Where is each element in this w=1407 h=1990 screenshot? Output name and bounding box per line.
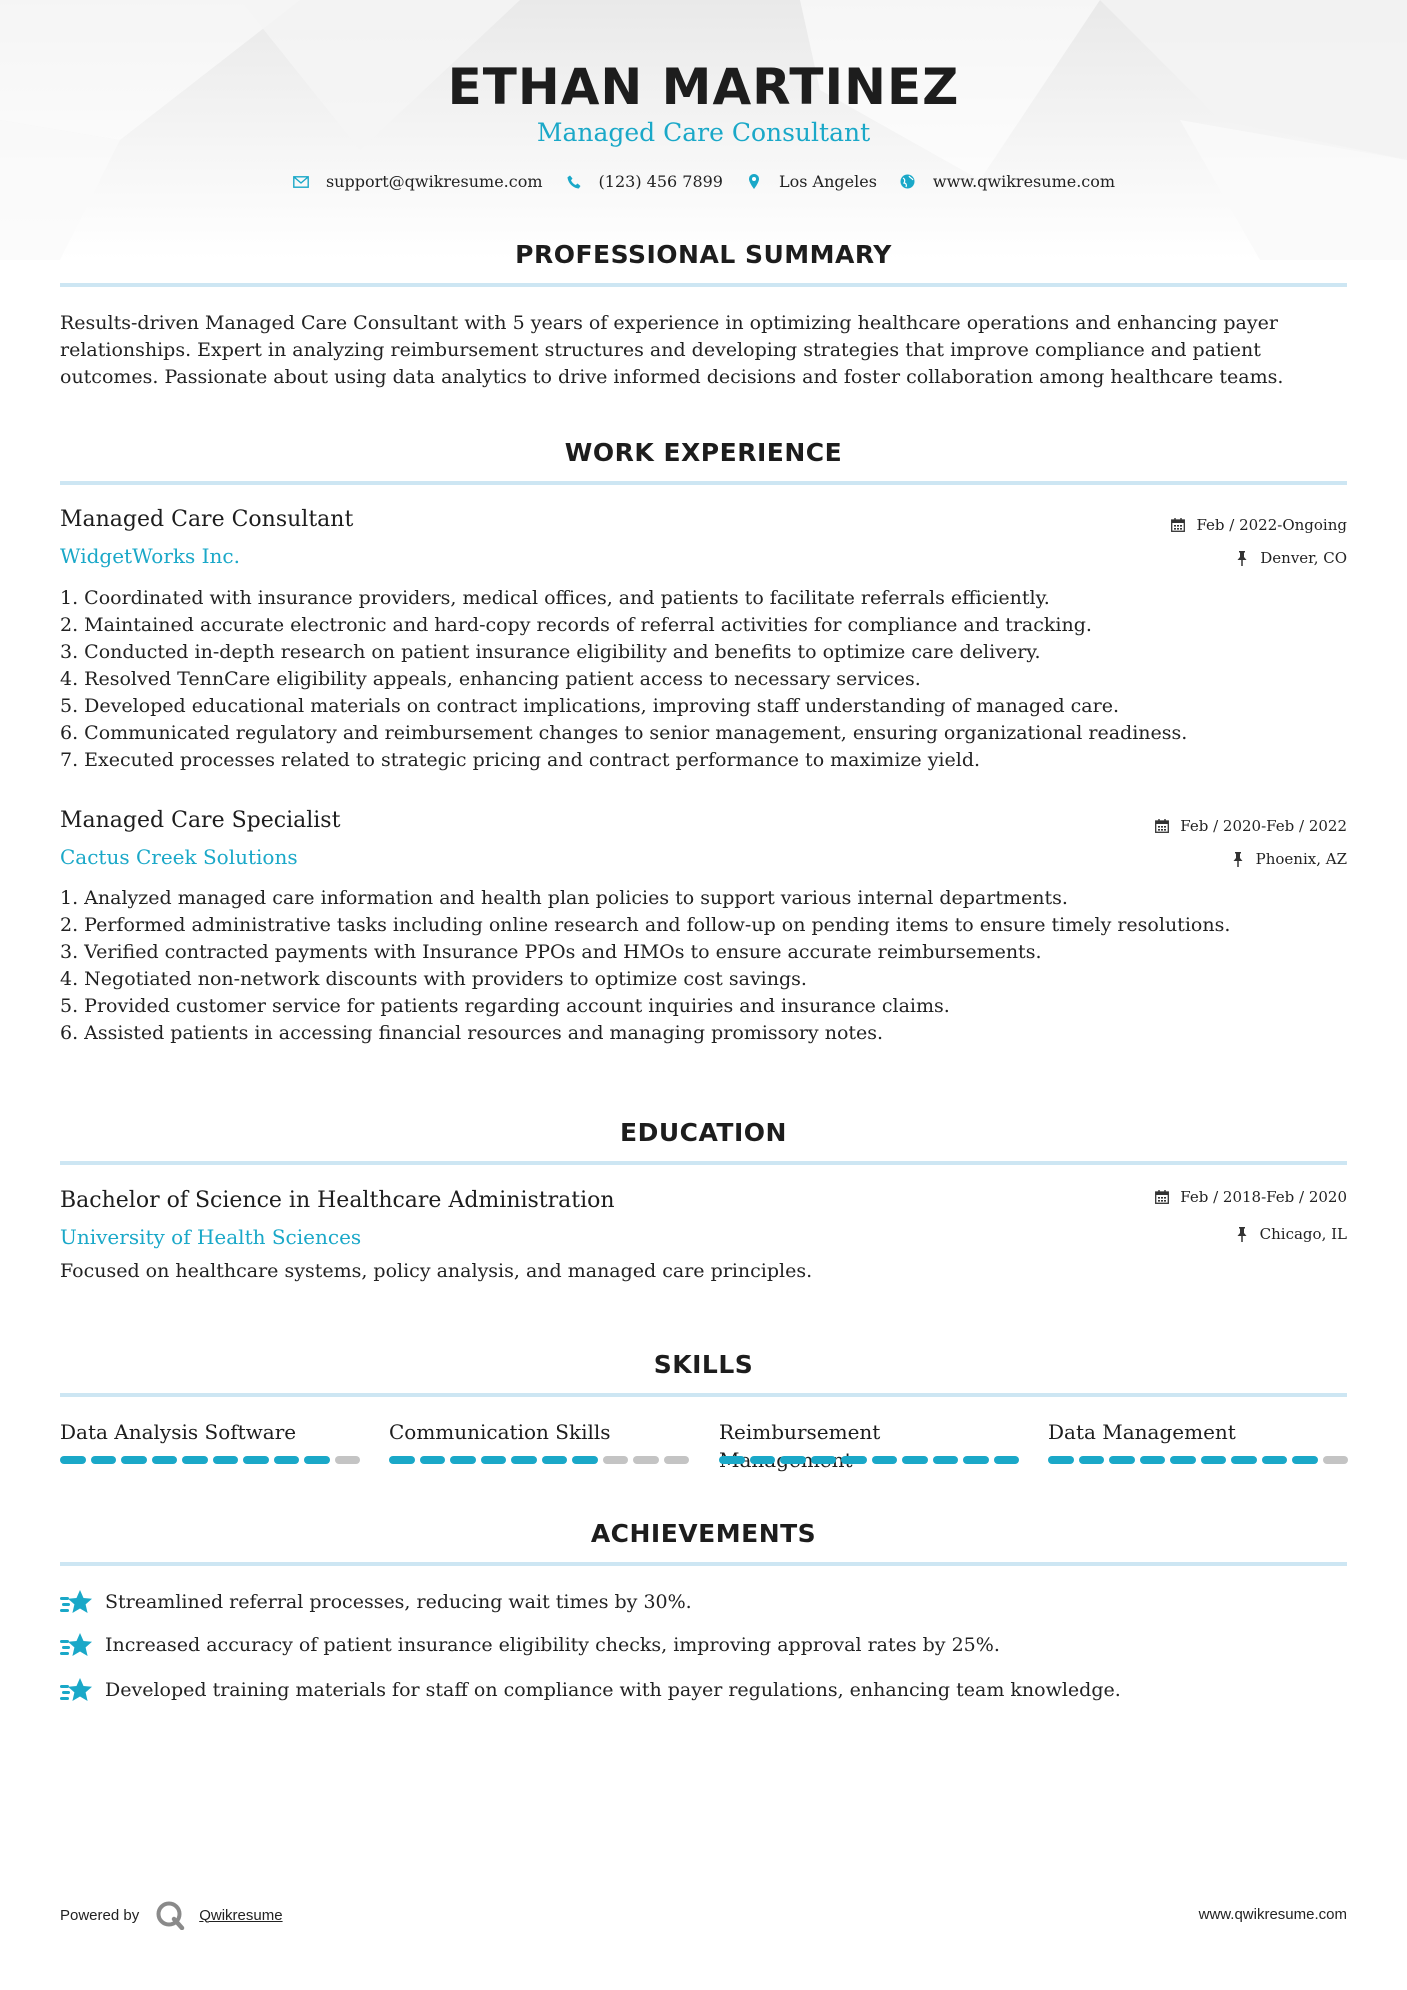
skill-segment-filled <box>1109 1456 1135 1464</box>
skill-segment-filled <box>1140 1456 1166 1464</box>
list-item: 2. Performed administrative tasks including online research and follow-up on pending items to ensure timely resolutions. <box>60 914 1231 936</box>
education-dates-text: Feb / 2018-Feb / 2020 <box>1180 1188 1347 1206</box>
achievements-heading: ACHIEVEMENTS <box>590 1519 817 1548</box>
experience-heading: WORK EXPERIENCE <box>564 438 843 467</box>
achievement-text: Developed training materials for staff on compliance with payer regulations, enhancing team knowledge. <box>105 1679 1121 1701</box>
education-dates <box>1154 1188 1347 1206</box>
skill-segment-empty <box>335 1456 361 1464</box>
job-2-company: Cactus Creek Solutions <box>60 845 298 869</box>
skill-name: Reimbursement <box>719 1420 881 1444</box>
skill-segment-filled <box>902 1456 928 1464</box>
skill-segment-filled <box>511 1456 537 1464</box>
list-item: 6. Communicated regulatory and reimbursement changes to senior management, ensuring organizational readiness. <box>60 722 1188 744</box>
education-divider <box>60 1161 1347 1165</box>
pushpin-icon <box>1234 1226 1250 1242</box>
skill-segment-filled <box>572 1456 598 1464</box>
qwikresume-logo-icon <box>155 1900 185 1930</box>
globe-icon <box>899 173 917 191</box>
job-2-dates-text: Feb / 2020-Feb / 2022 <box>1180 817 1347 835</box>
calendar-icon <box>1154 818 1170 834</box>
candidate-title: Managed Care Consultant <box>536 118 871 147</box>
list-item: 4. Resolved TennCare eligibility appeals, enhancing patient access to necessary services. <box>60 668 921 690</box>
achievement-text: Streamlined referral processes, reducing wait times by 30%. <box>105 1591 692 1613</box>
footer-powered-by <box>60 1900 283 1930</box>
skill-segment-empty <box>603 1456 629 1464</box>
job-1-duties <box>60 585 1347 774</box>
skill-item <box>389 1418 689 1465</box>
contact-location-text: Los Angeles <box>778 172 877 191</box>
summary-text: Results-driven Managed Care Consultant with 5 years of experience in optimizing healthcare operations and enhancing payer relationships. Expert in analyzing reimbursement structures and developing strategies that improve compliance and patient outcomes. Passionate about using data analytics to drive informed decisions and foster collaboration among healthcare teams. <box>60 312 1284 388</box>
skill-level-bar <box>389 1456 689 1465</box>
skill-segment-empty <box>633 1456 659 1464</box>
skill-segment-filled <box>994 1456 1020 1464</box>
job-1-location <box>1234 549 1347 567</box>
list-item: 3. Conducted in-depth research on patient insurance eligibility and benefits to optimize care delivery. <box>60 641 1041 663</box>
skill-segment-filled <box>1201 1456 1227 1464</box>
list-item: 7. Executed processes related to strategic pricing and contract performance to maximize yield. <box>60 749 981 771</box>
list-item: 1. Coordinated with insurance providers, medical offices, and patients to facilitate referrals efficiently. <box>60 587 1050 609</box>
job-1-dates-text: Feb / 2022-Ongoing <box>1196 516 1347 534</box>
contact-bar <box>0 172 1407 191</box>
skill-item <box>719 1418 1019 1465</box>
contact-email[interactable] <box>292 172 543 191</box>
achievements-divider <box>60 1562 1347 1566</box>
skill-segment-filled <box>304 1456 330 1464</box>
education-location <box>1234 1225 1347 1243</box>
job-1-company: WidgetWorks Inc. <box>60 544 240 568</box>
shooting-star-icon <box>60 1588 93 1616</box>
achievement-text: Increased accuracy of patient insurance eligibility checks, improving approval rates by 25%. <box>105 1634 1000 1656</box>
skill-level-bar <box>719 1456 1019 1465</box>
contact-location <box>745 172 877 191</box>
skill-segment-filled <box>780 1456 806 1464</box>
footer-website-link[interactable]: www.qwikresume.com <box>1198 1906 1347 1923</box>
calendar-icon <box>1154 1189 1170 1205</box>
skill-segment-filled <box>1048 1456 1074 1464</box>
achievement-item <box>60 1676 1121 1704</box>
skill-item <box>1048 1418 1348 1465</box>
achievement-item <box>60 1631 1000 1659</box>
list-item: 3. Verified contracted payments with Insurance PPOs and HMOs to ensure accurate reimbursements. <box>60 941 1042 963</box>
calendar-icon <box>1170 517 1186 533</box>
list-item: 6. Assisted patients in accessing financial resources and managing promissory notes. <box>60 1022 884 1044</box>
skill-level-bar <box>60 1456 360 1465</box>
job-2-title: Managed Care Specialist <box>60 808 341 833</box>
skill-segment-filled <box>389 1456 415 1464</box>
skill-segment-filled <box>841 1456 867 1464</box>
list-item: 1. Analyzed managed care information and health plan policies to support various internal departments. <box>60 887 1068 909</box>
skill-segment-filled <box>450 1456 476 1464</box>
skill-segment-filled <box>872 1456 898 1464</box>
powered-by-label: Powered by <box>60 1906 140 1924</box>
contact-website-text: www.qwikresume.com <box>932 172 1116 191</box>
skill-name: Communication Skills <box>389 1420 611 1444</box>
achievement-item <box>60 1588 692 1616</box>
summary-divider <box>60 283 1347 287</box>
skill-segment-filled <box>274 1456 300 1464</box>
contact-phone[interactable] <box>565 172 723 191</box>
education-heading: EDUCATION <box>620 1118 787 1147</box>
contact-email-text: support@qwikresume.com <box>325 172 543 191</box>
education-degree: Bachelor of Science in Healthcare Administration <box>60 1188 615 1213</box>
shooting-star-icon <box>60 1631 93 1659</box>
list-item: 4. Negotiated non-network discounts with providers to optimize cost savings. <box>60 968 807 990</box>
skill-segment-filled <box>91 1456 117 1464</box>
list-item: 2. Maintained accurate electronic and hard-copy records of referral activities for compliance and tracking. <box>60 614 1092 636</box>
phone-icon <box>565 173 583 191</box>
job-1-title: Managed Care Consultant <box>60 507 354 532</box>
skill-item <box>60 1418 360 1465</box>
skill-segment-filled <box>1170 1456 1196 1464</box>
skill-segment-filled <box>121 1456 147 1464</box>
job-2-location-text: Phoenix, AZ <box>1255 850 1347 868</box>
job-2-location <box>1230 850 1347 868</box>
shooting-star-icon <box>60 1676 93 1704</box>
education-location-text: Chicago, IL <box>1259 1225 1347 1243</box>
pushpin-icon <box>1230 851 1246 867</box>
skill-segment-filled <box>750 1456 776 1464</box>
skill-segment-filled <box>963 1456 989 1464</box>
skill-segment-filled <box>1262 1456 1288 1464</box>
skill-segment-filled <box>243 1456 269 1464</box>
qwikresume-link[interactable]: Qwikresume <box>199 1906 283 1924</box>
education-school: University of Health Sciences <box>60 1225 362 1249</box>
skill-segment-filled <box>1292 1456 1318 1464</box>
contact-phone-text: (123) 456 7899 <box>598 172 723 191</box>
skill-name: Data Analysis Software <box>60 1420 297 1444</box>
map-pin-icon <box>745 173 763 191</box>
skill-segment-filled <box>719 1456 745 1464</box>
skills-heading: SKILLS <box>653 1350 754 1379</box>
pushpin-icon <box>1234 550 1250 566</box>
skill-segment-filled <box>1079 1456 1105 1464</box>
skill-segment-filled <box>420 1456 446 1464</box>
skills-divider <box>60 1393 1347 1397</box>
skill-segment-filled <box>481 1456 507 1464</box>
skill-name: Data Management <box>1048 1420 1236 1444</box>
skill-segment-filled <box>182 1456 208 1464</box>
skill-segment-filled <box>213 1456 239 1464</box>
skill-segment-filled <box>1231 1456 1257 1464</box>
job-1-dates <box>1170 516 1347 534</box>
skill-level-bar <box>1048 1456 1348 1465</box>
skill-segment-filled <box>542 1456 568 1464</box>
job-1-location-text: Denver, CO <box>1260 549 1347 567</box>
experience-divider <box>60 481 1347 485</box>
skill-segment-filled <box>811 1456 837 1464</box>
candidate-name: ETHAN MARTINEZ <box>447 58 960 116</box>
envelope-icon <box>292 173 310 191</box>
skill-segment-filled <box>60 1456 86 1464</box>
skill-segment-empty <box>664 1456 690 1464</box>
list-item: 5. Provided customer service for patients regarding account inquiries and insurance claims. <box>60 995 950 1017</box>
contact-website[interactable] <box>899 172 1115 191</box>
skill-segment-filled <box>933 1456 959 1464</box>
job-2-dates <box>1154 817 1347 835</box>
list-item: 5. Developed educational materials on contract implications, improving staff understanding of managed care. <box>60 695 1119 717</box>
education-description: Focused on healthcare systems, policy analysis, and managed care principles. <box>60 1260 813 1282</box>
job-2-duties <box>60 885 1347 1047</box>
skill-segment-empty <box>1323 1456 1349 1464</box>
skill-segment-filled <box>152 1456 178 1464</box>
summary-heading: PROFESSIONAL SUMMARY <box>515 240 892 269</box>
